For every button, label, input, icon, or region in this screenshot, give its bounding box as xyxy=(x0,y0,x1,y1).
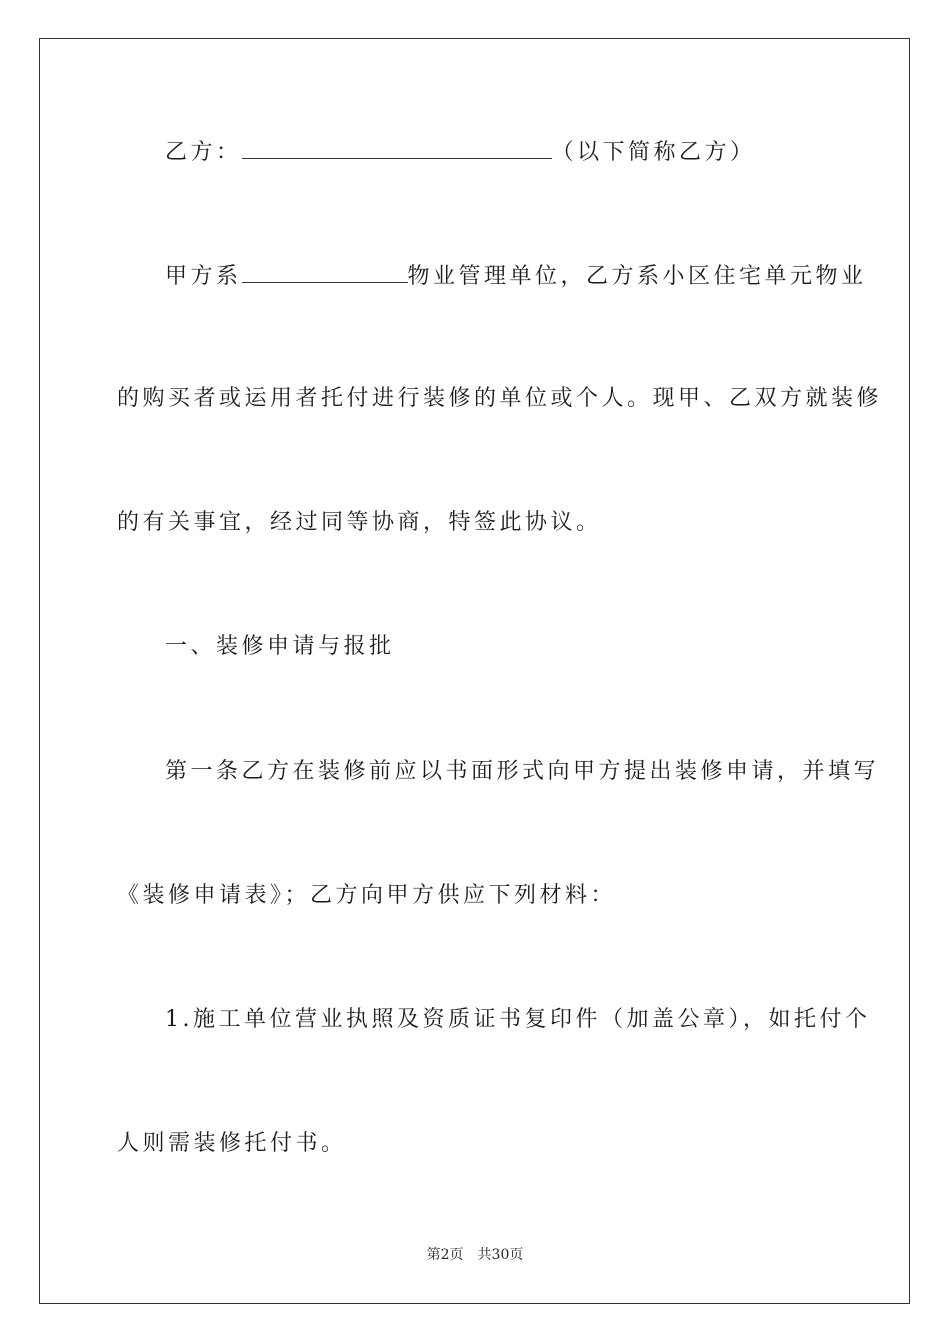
party-b-note: （以下简称乙方） xyxy=(551,140,756,165)
party-b-blank[interactable] xyxy=(242,136,552,159)
article-line: 第一条乙方在装修前应以书面形式向甲方提出装修申请，并填写 xyxy=(165,759,880,784)
party-a-line xyxy=(165,260,867,292)
page-footer xyxy=(0,1246,950,1264)
party-b-label: 乙方： xyxy=(165,140,242,165)
party-a-label: 甲方系 xyxy=(165,264,242,289)
page-number: 第2页 xyxy=(426,1247,464,1263)
list-item: 1.施工单位营业执照及资质证书复印件（加盖公章），如托付个 xyxy=(165,1007,871,1032)
paragraph-line: 人则需装修托付书。 xyxy=(117,1131,347,1156)
paragraph-line: 《装修申请表》；乙方向甲方供应下列材料： xyxy=(117,883,617,908)
party-a-text: 物业管理单位，乙方系小区住宅单元物业 xyxy=(407,264,867,289)
paragraph-line: 的有关事宜，经过同等协商，特签此协议。 xyxy=(117,510,602,535)
page-total: 共30页 xyxy=(477,1247,524,1263)
section-heading: 一、装修申请与报批 xyxy=(165,634,395,659)
page-border xyxy=(39,38,910,1304)
paragraph-line: 的购买者或运用者托付进行装修的单位或个人。现甲、乙双方就装修 xyxy=(117,386,883,411)
party-a-blank[interactable] xyxy=(242,260,408,283)
party-b-line xyxy=(165,136,833,168)
